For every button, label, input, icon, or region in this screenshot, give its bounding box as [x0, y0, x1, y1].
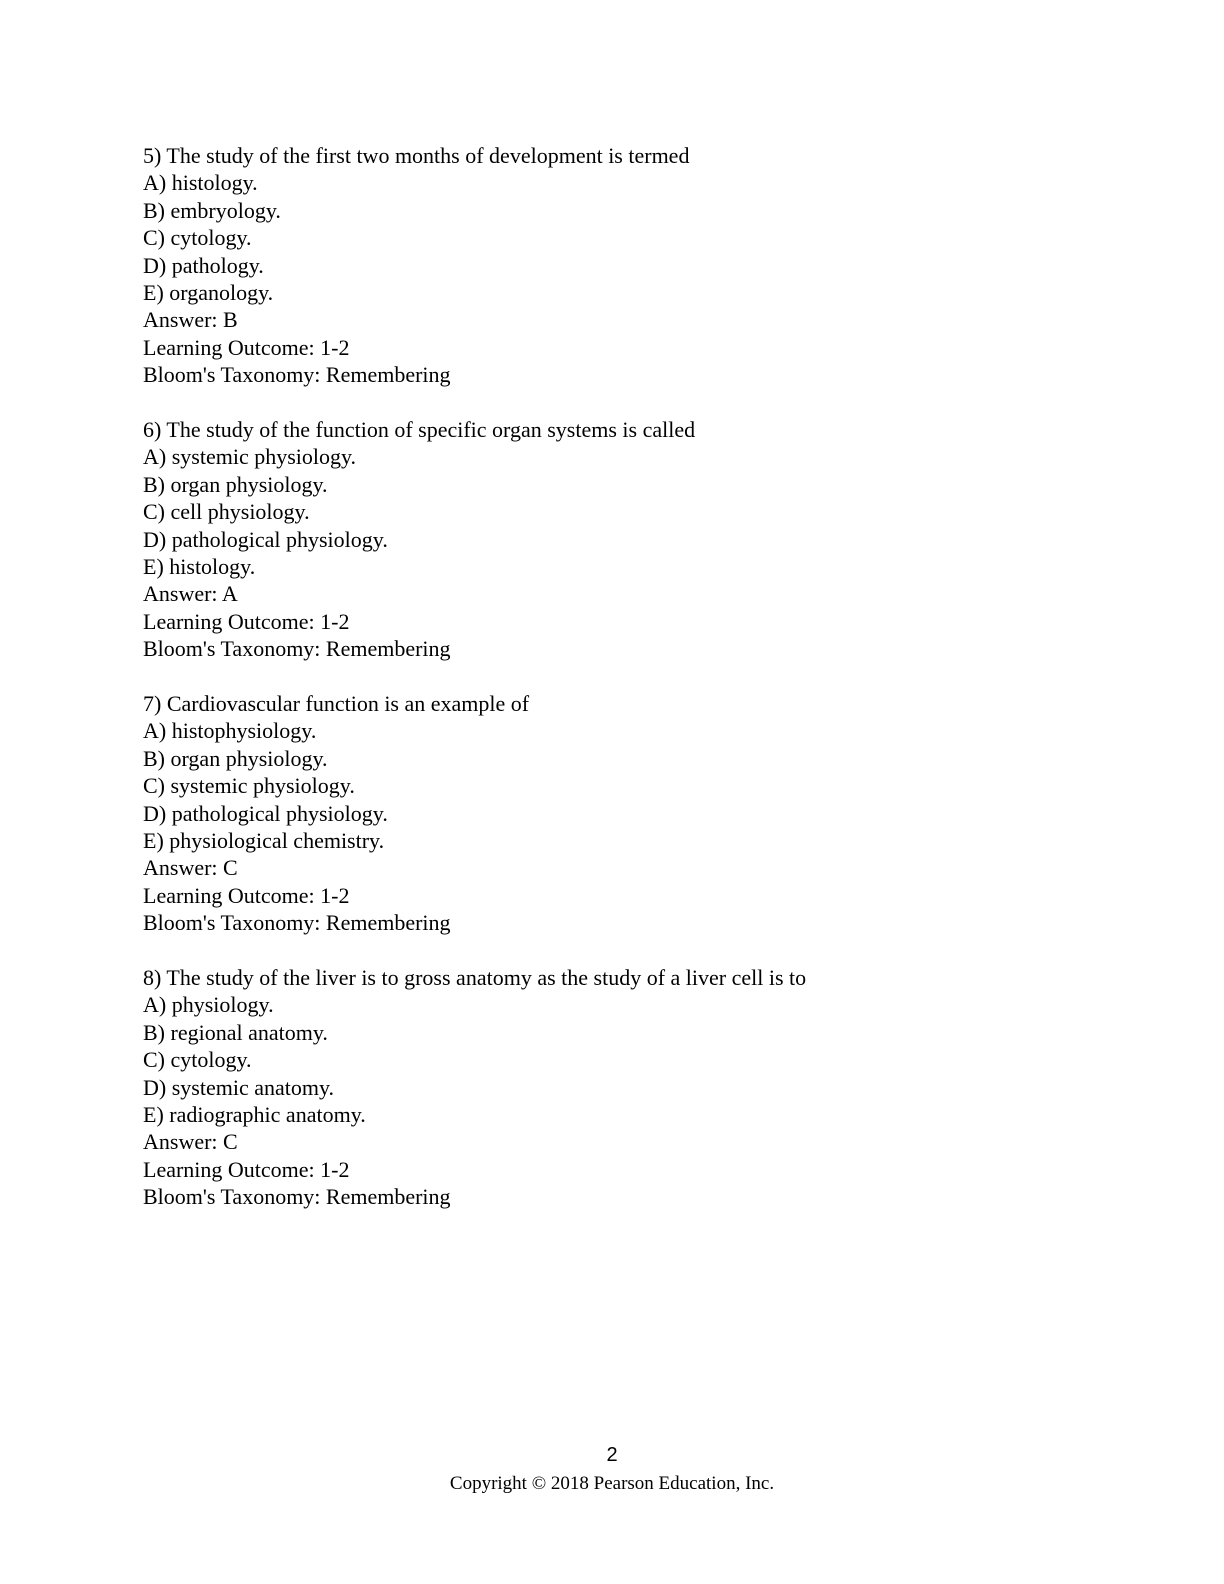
blooms-taxonomy: Bloom's Taxonomy: Remembering	[143, 1184, 451, 1210]
option-a: A) physiology.	[143, 992, 274, 1018]
option-d: D) pathological physiology.	[143, 800, 388, 826]
question-stem: 7) Cardiovascular function is an example of	[143, 691, 530, 717]
question-stem: 6) The study of the function of specific organ systems is called	[143, 417, 696, 443]
question-list	[143, 142, 1103, 1238]
option-b: B) regional anatomy.	[143, 1019, 328, 1045]
answer: Answer: A	[143, 581, 238, 607]
option-d: D) pathology.	[143, 252, 264, 278]
option-c: C) cell physiology.	[143, 499, 310, 525]
option-a: A) histophysiology.	[143, 718, 317, 744]
option-c: C) cytology.	[143, 1047, 252, 1073]
blooms-taxonomy: Bloom's Taxonomy: Remembering	[143, 636, 451, 662]
learning-outcome: Learning Outcome: 1-2	[143, 608, 350, 634]
answer: Answer: C	[143, 855, 238, 881]
option-c: C) systemic physiology.	[143, 773, 355, 799]
blooms-taxonomy: Bloom's Taxonomy: Remembering	[143, 362, 451, 388]
copyright-notice: Copyright © 2018 Pearson Education, Inc.	[449, 1473, 775, 1494]
learning-outcome: Learning Outcome: 1-2	[143, 334, 350, 360]
learning-outcome: Learning Outcome: 1-2	[143, 1156, 350, 1182]
question-7	[143, 690, 1103, 937]
option-d: D) systemic anatomy.	[143, 1074, 335, 1100]
page-number: 2	[606, 1444, 618, 1466]
answer: Answer: C	[143, 1129, 238, 1155]
option-b: B) embryology.	[143, 197, 281, 223]
question-stem: 8) The study of the liver is to gross anatomy as the study of a liver cell is to	[143, 965, 807, 991]
option-a: A) histology.	[143, 170, 258, 196]
option-e: E) radiographic anatomy.	[143, 1102, 366, 1127]
option-e: E) physiological chemistry.	[143, 827, 385, 853]
learning-outcome: Learning Outcome: 1-2	[143, 882, 350, 908]
option-c: C) cytology.	[143, 225, 252, 251]
blooms-taxonomy: Bloom's Taxonomy: Remembering	[143, 910, 451, 936]
option-d: D) pathological physiology.	[143, 526, 388, 552]
answer: Answer: B	[143, 307, 238, 333]
question-5	[143, 142, 1103, 389]
question-6	[143, 416, 1103, 663]
option-b: B) organ physiology.	[143, 471, 328, 497]
option-e: E) organology.	[143, 279, 274, 305]
option-b: B) organ physiology.	[143, 745, 328, 771]
option-a: A) systemic physiology.	[143, 444, 357, 470]
question-stem: 5) The study of the first two months of development is termed	[143, 143, 690, 168]
option-e: E) histology.	[143, 553, 256, 579]
question-8	[143, 964, 1103, 1211]
